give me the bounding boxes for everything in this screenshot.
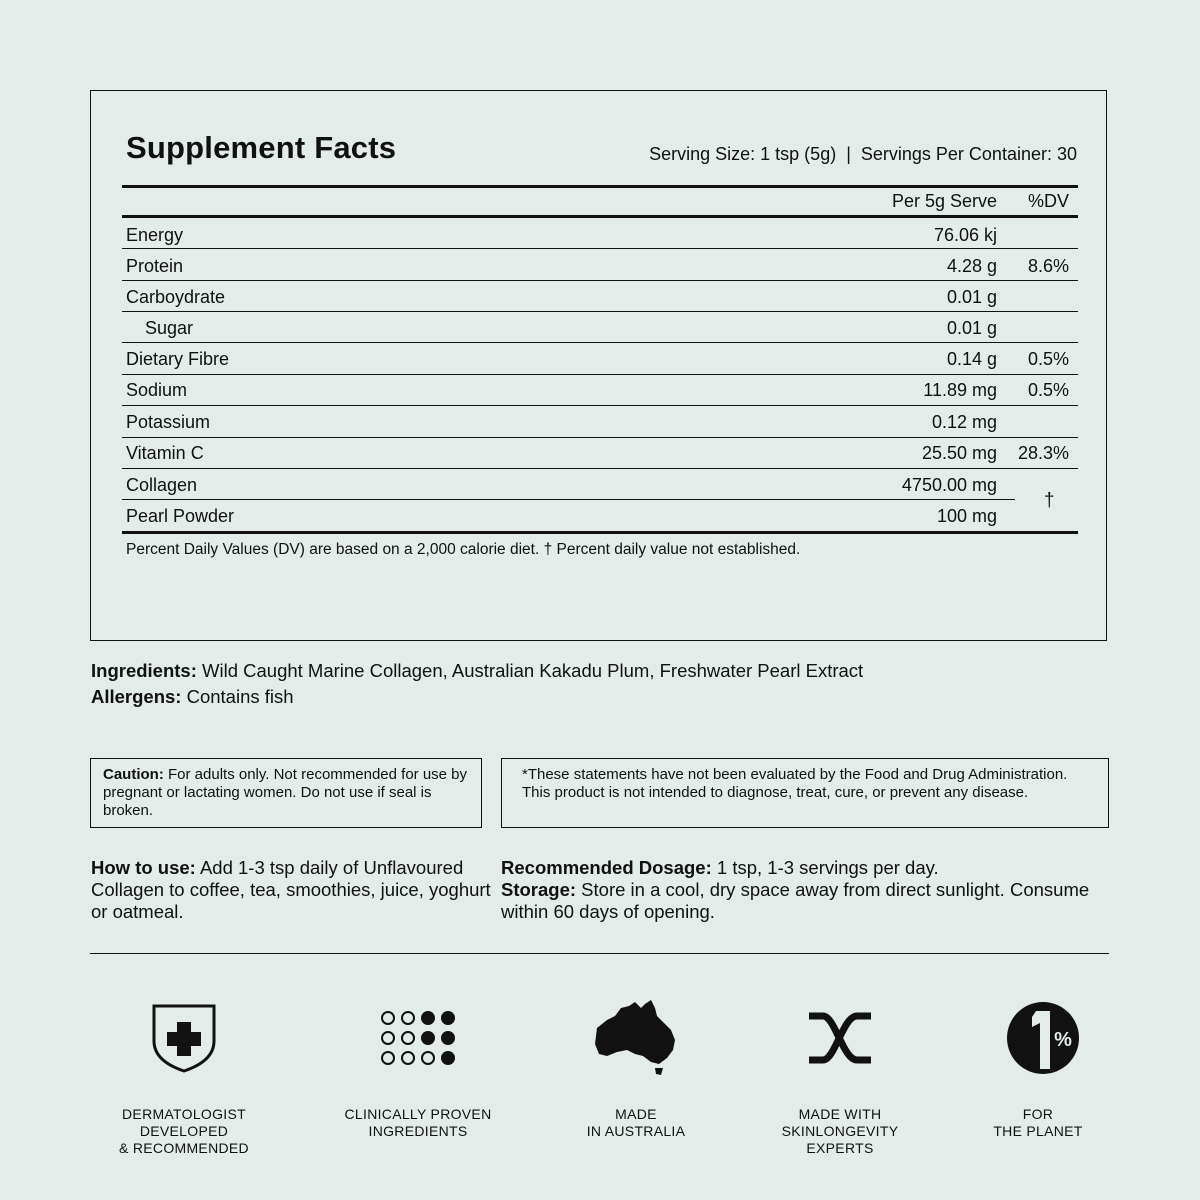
serving-info: Serving Size: 1 tsp (5g) | Servings Per Container: 30 — [649, 144, 1077, 164]
one-percent-icon — [1006, 1001, 1080, 1075]
nutrient-dv: 8.6% — [1027, 256, 1069, 276]
nutrient-label: Sugar — [145, 318, 194, 338]
svg-text:%: % — [1054, 1028, 1072, 1051]
nutrient-label: Sodium — [126, 380, 188, 400]
badge-label-skinlongevity — [730, 1106, 950, 1157]
storage-line — [501, 879, 1101, 923]
badge-line: DEVELOPED — [139, 1123, 229, 1139]
rule-header — [122, 215, 1078, 218]
storage-text: Store in a cool, dry space away from direct sunlight. Consume within 60 days of opening. — [501, 879, 1090, 922]
row-divider — [122, 311, 1078, 312]
dosage-label: Recommended Dosage: — [501, 857, 712, 878]
nutrient-label: Vitamin C — [126, 443, 204, 463]
badge-line: THE PLANET — [993, 1123, 1083, 1139]
nutrient-dv: 0.5% — [1027, 380, 1069, 400]
badge-line: FOR — [1022, 1106, 1054, 1122]
nutrient-amount: 0.12 mg — [931, 412, 997, 432]
row-divider — [122, 342, 1078, 343]
badge-line: & RECOMMENDED — [119, 1140, 249, 1156]
dot-grid-icon — [380, 1010, 456, 1066]
badge-line: DERMATOLOGIST — [122, 1106, 246, 1122]
badge-dermatologist — [74, 995, 294, 1080]
nutrient-label: Pearl Powder — [126, 506, 235, 526]
nutrient-amount: 76.06 kj — [933, 225, 997, 245]
nutrient-label: Dietary Fibre — [126, 349, 230, 369]
nutrient-label: Energy — [126, 225, 184, 245]
caution-box — [90, 758, 482, 828]
dosage-text: 1 tsp, 1-3 servings per day. — [711, 857, 939, 878]
crossing-arrows-icon — [805, 1008, 875, 1068]
nutrient-amount: 25.50 mg — [921, 443, 997, 463]
badge-clinically-proven — [308, 995, 528, 1080]
header-dv: %DV — [1027, 191, 1069, 211]
allergens-label: Allergens: — [91, 686, 182, 707]
rule-bottom — [122, 531, 1078, 534]
nutrient-amount: 4750.00 mg — [901, 475, 997, 495]
badge-skinlongevity — [730, 995, 950, 1080]
ingredients-label: Ingredients: — [91, 660, 197, 681]
rule-top — [122, 185, 1078, 188]
badge-line: CLINICALLY PROVEN — [344, 1106, 492, 1122]
dv-footnote: Percent Daily Values (DV) are based on a 2,000 calorie diet. † Percent daily value not established. — [126, 541, 801, 558]
nutrient-label: Carboydrate — [126, 287, 226, 307]
nutrient-amount: 4.28 g — [946, 256, 997, 276]
row-divider — [122, 499, 1015, 500]
row-divider — [122, 405, 1078, 406]
nutrient-dv: 28.3% — [1017, 443, 1069, 463]
shield-cross-icon — [151, 1003, 217, 1073]
badge-label-australia — [526, 1106, 746, 1140]
caution-label: Caution: — [103, 766, 164, 783]
australia-map-icon — [593, 998, 679, 1078]
allergens-line — [91, 686, 294, 708]
section-divider — [90, 953, 1109, 954]
badge-label-planet — [928, 1106, 1148, 1140]
nutrient-amount: 11.89 mg — [923, 380, 997, 400]
nutrient-label: Protein — [126, 256, 184, 276]
header-per-serve: Per 5g Serve — [891, 191, 997, 211]
ingredients-line — [91, 660, 863, 682]
row-divider — [122, 248, 1078, 249]
dosage-line — [501, 857, 1101, 879]
row-divider — [122, 437, 1078, 438]
row-divider — [122, 468, 1078, 469]
nutrient-amount: 100 mg — [936, 506, 997, 526]
nutrient-label: Potassium — [126, 412, 211, 432]
how-to-label: How to use: — [91, 857, 196, 878]
nutrient-label: Collagen — [126, 475, 198, 495]
dagger-mark: † — [1044, 490, 1055, 511]
badge-one-percent-planet — [933, 995, 1153, 1080]
badge-line: MADE — [615, 1106, 657, 1122]
ingredients-text: Wild Caught Marine Collagen, Australian Kakadu Plum, Freshwater Pearl Extract — [196, 660, 864, 681]
how-to-text: Add 1-3 tsp daily of Unflavoured Collagen to coffee, tea, smoothies, juice, yoghurt or oatmeal. — [91, 857, 491, 922]
nutrient-amount: 0.14 g — [946, 349, 997, 369]
badge-line: EXPERTS — [806, 1140, 874, 1156]
badge-label-dermatologist — [74, 1106, 294, 1157]
fda-text: *These statements have not been evaluated by the Food and Drug Administration. This product is not intended to diagnose, treat, cure, or prevent any disease. — [522, 766, 1068, 801]
row-divider — [122, 280, 1078, 281]
dosage-storage — [501, 857, 1101, 923]
badge-label-clinical — [308, 1106, 528, 1140]
nutrient-dv: 0.5% — [1027, 349, 1069, 369]
nutrient-amount: 0.01 g — [946, 318, 997, 338]
badge-line: MADE WITH — [798, 1106, 882, 1122]
badge-line: INGREDIENTS — [368, 1123, 468, 1139]
facts-title: Supplement Facts — [126, 130, 397, 165]
badge-line: IN AUSTRALIA — [586, 1123, 686, 1139]
badge-line: SKINLONGEVITY — [781, 1123, 899, 1139]
storage-label: Storage: — [501, 879, 577, 900]
nutrient-amount: 0.01 g — [946, 287, 997, 307]
badge-made-in-australia — [526, 995, 746, 1080]
row-divider — [122, 374, 1078, 375]
how-to-use — [91, 857, 491, 923]
allergens-text: Contains fish — [181, 686, 294, 707]
fda-disclaimer-box — [501, 758, 1109, 828]
caution-text: For adults only. Not recommended for use by pregnant or lactating women. Do not use if seal is broken. — [103, 766, 468, 819]
